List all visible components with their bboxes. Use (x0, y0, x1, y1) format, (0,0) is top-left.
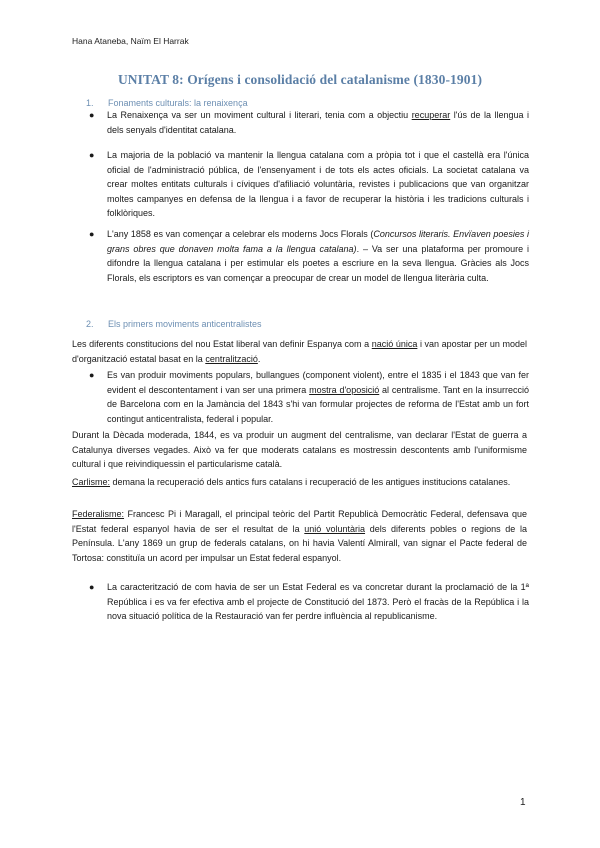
bullet-icon: ● (89, 229, 95, 239)
bullet-text: La Renaixença va ser un moviment cultural i literari, tenia com a objectiu recuperar l'ús de la llengua i dels senyals d'identitat catalana. (107, 110, 529, 135)
list-item (89, 108, 529, 137)
section-2-heading (86, 317, 262, 332)
bullet-text: La caracterització de com havia de ser un Estat Federal es va concretar durant la proclamació de la 1ª República i es va fer efectiva amb el projecte de Constitució del 1873. Però el fracàs de la República i la nova situació política de la Restauració van fer perdre influència al republicanisme. (107, 582, 529, 621)
list-item (89, 227, 529, 285)
section-1-title: Fonaments culturals: la renaixença (108, 98, 248, 108)
bullet-icon: ● (89, 110, 95, 120)
bullet-icon: ● (89, 582, 95, 592)
header-authors: Hana Ataneba, Naïm El Harrak (72, 36, 189, 46)
paragraph: Les diferents constitucions del nou Estat liberal van definir Espanya com a nació única i van apostar per un model d'organització estatal basat en la centralització. (72, 339, 527, 364)
bullet-icon: ● (89, 370, 95, 380)
bullet-text: L'any 1858 es van començar a celebrar els moderns Jocs Florals (Concursos literaris. Envïaven poesies i grans obres que donaven molta fama a la llengua catalana). – Va ser una plataforma per promoure i difondre la llengua catalana i per estimular els poetes a escriure en la seva llengua. Gràcies als Jocs Florals, els escriptors es van començar a preocupar de crear un model de llengua literària culta. (107, 229, 530, 283)
page-number: 1 (520, 797, 526, 808)
list-item (89, 580, 529, 624)
bullet-text: La majoria de la població va mantenir la llengua catalana com a pròpia tot i que el castellà era l'única oficial de l'administració pública, de l'ensenyament i de tots els actes oficials. La societat catalana va crear moltes entitats culturals i cíviques d'afiliació voluntària, revistes i publicacions que van organitzar moltes campanyes en defensa de la llengua i a favor de recuperar la història i les tradicions culturals i folklòriques. (107, 150, 529, 218)
section-2-number: 2. (86, 319, 94, 329)
bullet-icon: ● (89, 150, 95, 160)
paragraph-federalisme: Federalisme: Francesc Pi i Maragall, el principal teòric del Partit Republicà Democràtic Federal, defensava que l'Estat federal espanyol havia de ser el resultat de la unió voluntària dels diferents pobles o regions de la Península. L'any 1869 un grup de federals catalans, on hi havia Valentí Almirall, van signar el Pacte federal de Tortosa: constituïa un acord per impulsar un Estat federal espanyol. (72, 509, 528, 563)
bullet-text: Es van produir moviments populars, bullangues (component violent), entre el 1835 i el 1843 que van fer evident el descontentament i van ser una primera mostra d'oposició al centralisme. Tant en la insurrecció de Barcelona com en la Jamància del 1843 s'hi van formular projectes de reforma de l'Estat amb un fort contingut anticentralista, federal i popular. (107, 370, 530, 424)
page-title: UNITAT 8: Orígens i consolidació del catalanisme (1830-1901) (117, 72, 483, 87)
paragraph: Durant la Dècada moderada, 1844, es va produir un augment del centralisme, van declarar l'Estat de guerra a Catalunya diverses vegades. Això va fer que moderats catalans es mostressin descontents amb l'uniformisme cultural i que reivindiquessin el particularisme català. (72, 430, 527, 469)
federalisme-label: Federalisme: (72, 509, 125, 519)
carlisme-label: Carlisme: (72, 477, 111, 487)
section-1-number: 1. (86, 98, 94, 108)
list-item (89, 368, 529, 426)
paragraph-carlisme: Carlisme: demana la recuperació dels antics furs catalans i recuperació de les antigues institucions catalanes. (72, 477, 511, 487)
section-2-title: Els primers moviments anticentralistes (108, 319, 262, 329)
list-item (89, 148, 529, 221)
